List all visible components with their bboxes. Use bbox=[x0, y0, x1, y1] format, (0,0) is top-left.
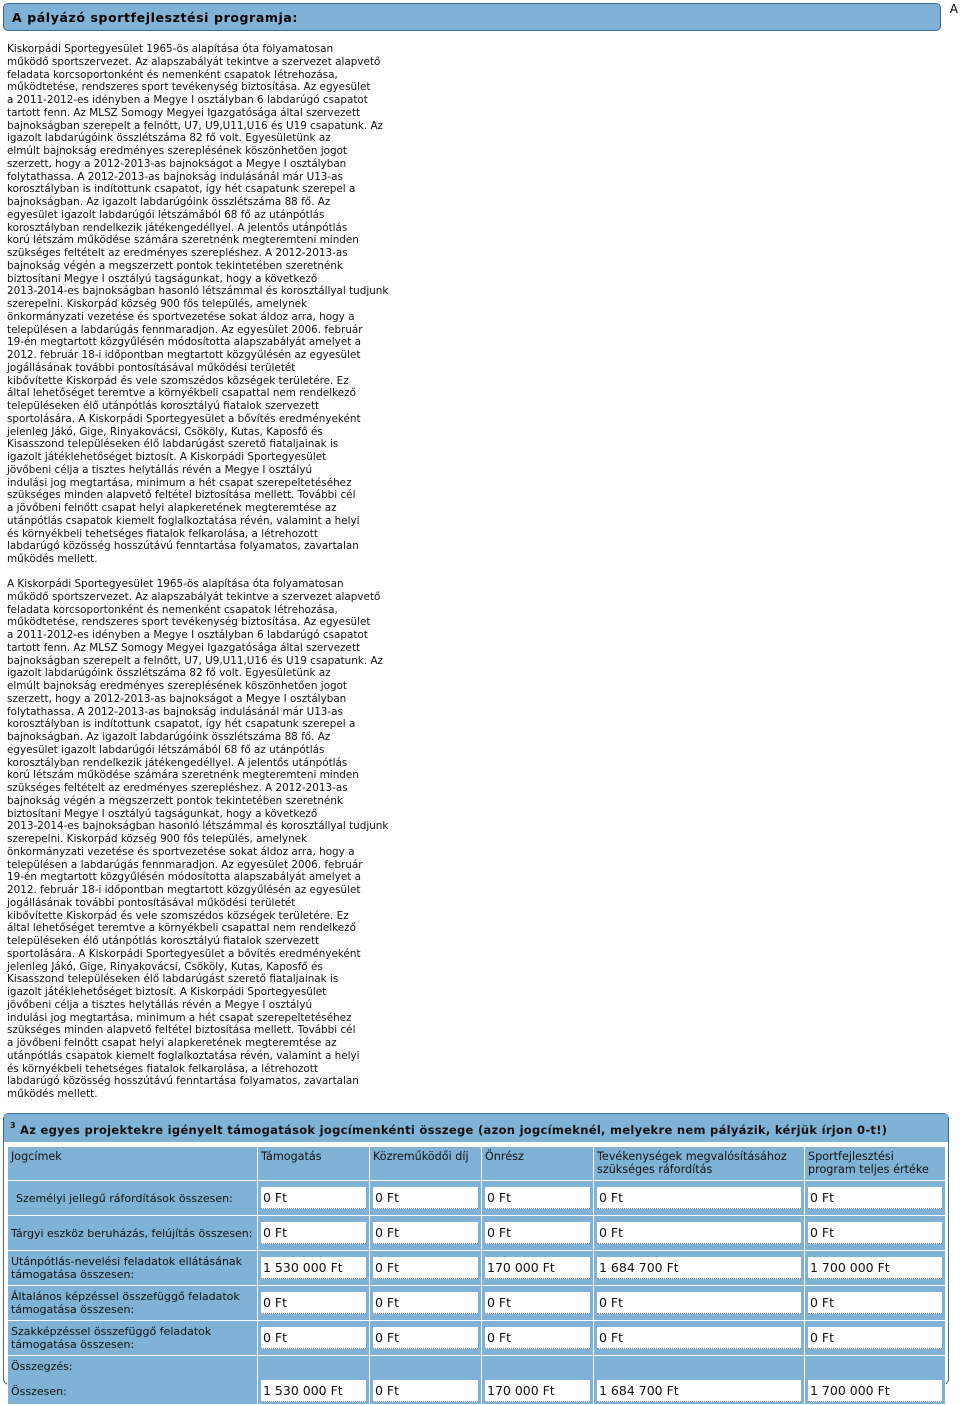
program-description-2: A Kiskorpádi Sportegyesület 1965-ös alapítása óta folyamatosan működő sportszervezet. Az alapszabályát tekintve a szervezet alapvető feladata korcsoportonként és nemenként csapatok létrehozása, működtetése, rendszeres sport tevékenység biztosítása. Az egyesület a 2011-2012-es idényben a Megye I osztályban 6 labdarúgó csapatot tartott fenn. Az MLSZ Somogy Megyei Igazgatósága által szervezett bajnokságban szerepelt a felnőtt, U7, U9,U11,U16 és U19 csapatunk. Az igazolt labdarúgóink összlétszáma 82 fő volt. Egyesületünk az elmúlt bajnokság eredményes szereplésének köszönhetően jogot szerzett, hogy a 2012-2013-as bajnokságot a Megye I osztályban folytathassa. A 2012-2013-as bajnokság indulásánál már U13-as korosztályban is indítottunk csapatot, így hét csapatunk szerepel a bajnokságban. Az igazolt labdarúgóink összlétszáma 88 fő. Az egyesület igazolt labdarúgói létszámából 68 fő az utánpótlás korosztályban rendelkezik játékengedéllyel. A jelentős utánpótlás korú létszám működése számára szeretnénk megteremteni minden szükséges feltételt az eredményes szerepléshez. A 2012-2013-as bajnokság végén a megszerzett pontok tekintetében szeretnénk biztosítani Megye I osztályú tagságunkat, hogy a következő 2013-2014-es bajnokságban hasonló létszámmal és korosztállyal tudjunk szerepelni. Kiskorpád község 900 fős település, amelynek önkormányzati vezetése és sportvezetése sokat áldoz arra, hogy a településen a labdarúgás fennmaradjon. Az egyesület 2006. február 19-én megtartott közgyűlésén módosította alapszabályát amelyet a 2012. február 18-i időpontban megtartott közgyűlésén az egyesület jogállásának további pontosításával működési területét kibővítette Kiskorpád és vele szomszédos községek területére. Ez által lehetőséget teremtve a környékbeli csapattal nem rendelkező településeken élő utánpótlás korosztályú fiatalok szervezett sportolására. A Kiskorpádi Sportegyesület a bővítés eredményeként jelenleg Jákó, Gige, Rinyakovácsi, Csököly, Kutas, Kaposfő és Kisasszond településeken élő labdarúgást szerető fiataljainak is igazolt játéklehetőséget biztosít. A Kiskorpádi Sportegyesület jövőbeni célja a tisztes helytállás révén a Megye I osztályú indulási jog megtartása, minimum a hét csapat szerepeltetéséhez szükséges minden alapvető feltétel biztosítása mellett. További cél a jövőbeni felnőtt csapat helyi alapkeretének megteremtése az utánpótlás csapatok kiemelt foglalkoztatása révén, valamint a helyi és környékbeli tehetséges fiatalok felkarolása, a létrehozott labdarúgó közösség hosszútávú fenntartása folyamatos, zavartalan működés mellett. bbox=[7, 578, 389, 1100]
row-label: Utánpótlás-nevelési feladatok ellátásának támogatása összesen: bbox=[8, 1251, 258, 1286]
amount-field[interactable]: 0 Ft bbox=[373, 1222, 478, 1244]
table-row bbox=[8, 1216, 946, 1251]
amount-field[interactable]: 0 Ft bbox=[597, 1187, 801, 1209]
amount-field[interactable]: 0 Ft bbox=[261, 1222, 366, 1244]
amount-field[interactable]: 0 Ft bbox=[373, 1257, 478, 1279]
summary-label: Összegzés: bbox=[11, 1360, 73, 1373]
amount-field[interactable]: 0 Ft bbox=[808, 1187, 942, 1209]
row-label: Szakképzéssel összefüggő feladatok támogatása összesen: bbox=[8, 1321, 258, 1356]
row-label: Személyi jellegű ráfordítások összesen: bbox=[8, 1181, 258, 1216]
total-field[interactable]: 1 684 700 Ft bbox=[597, 1380, 801, 1402]
column-header: Sportfejlesztési program teljes értéke bbox=[805, 1147, 946, 1181]
amount-field[interactable]: 170 000 Ft bbox=[485, 1257, 590, 1279]
amount-field[interactable]: 1 530 000 Ft bbox=[261, 1257, 366, 1279]
amount-field[interactable]: 1 700 000 Ft bbox=[808, 1257, 942, 1279]
amount-field[interactable]: 0 Ft bbox=[373, 1327, 478, 1349]
column-header: Tevékenységek megvalósításához szükséges ráfordítás bbox=[594, 1147, 805, 1181]
column-header: Jogcímek bbox=[8, 1147, 258, 1181]
summary-row bbox=[8, 1356, 946, 1405]
amount-field[interactable]: 0 Ft bbox=[485, 1187, 590, 1209]
amount-field[interactable]: 0 Ft bbox=[485, 1327, 590, 1349]
section-title: A pályázó sportfejlesztési programja: bbox=[12, 10, 299, 25]
table-header-row bbox=[8, 1147, 946, 1181]
column-header: Közreműködői díj bbox=[370, 1147, 482, 1181]
total-field[interactable]: 1 530 000 Ft bbox=[261, 1380, 366, 1402]
corner-mark: A bbox=[949, 2, 958, 16]
amount-field[interactable]: 0 Ft bbox=[808, 1292, 942, 1314]
program-description-1: Kiskorpádi Sportegyesület 1965-ös alapítása óta folyamatosan működő sportszervezet. Az alapszabályát tekintve a szervezet alapvető feladata korcsoportonként és nemenként csapatok létrehozása, működtetése, rendszeres sport tevékenység biztosítása. Az egyesület a 2011-2012-es idényben a Megye I osztályban 6 labdarúgó csapatot tartott fenn. Az MLSZ Somogy Megyei Igazgatósága által szervezett bajnokságban szerepelt a felnőtt, U7, U9,U11,U16 és U19 csapatunk. Az igazolt labdarúgóink összlétszáma 82 fő volt. Egyesületünk az elmúlt bajnokság eredményes szereplésének köszönhetően jogot szerzett, hogy a 2012-2013-as bajnokságot a Megye I osztályban folytathassa. A 2012-2013-as bajnokság indulásánál már U13-as korosztályban is indítottunk csapatot, így hét csapatunk szerepel a bajnokságban. Az igazolt labdarúgóink összlétszáma 88 fő. Az egyesület igazolt labdarúgói létszámából 68 fő az utánpótlás korosztályban rendelkezik játékengedéllyel. A jelentős utánpótlás korú létszám működése számára szeretnénk megteremteni minden szükséges feltételt az eredményes szerepléshez. A 2012-2013-as bajnokság végén a megszerzett pontok tekintetében szeretnénk biztosítani Megye I osztályú tagságunkat, hogy a következő 2013-2014-es bajnokságban hasonló létszámmal és korosztállyal tudjunk szerepelni. Kiskorpád község 900 fős település, amelynek önkormányzati vezetése és sportvezetése sokat áldoz arra, hogy a településen a labdarúgás fennmaradjon. Az egyesület 2006. február 19-én megtartott közgyűlésén módosította alapszabályát amelyet a 2012. február 18-i időpontban megtartott közgyűlésén az egyesület jogállásának további pontosításával működési területét kibővítette Kiskorpád és vele szomszédos községek területére. Ez által lehetőséget teremtve a környékbeli csapattal nem rendelkező településeken élő utánpótlás korosztályú fiatalok szervezett sportolására. A Kiskorpádi Sportegyesület a bővítés eredményeként jelenleg Jákó, Gige, Rinyakovácsi, Csököly, Kutas, Kaposfő és Kisasszond településeken élő labdarúgást szerető fiataljainak is igazolt játéklehetőséget biztosít. A Kiskorpádi Sportegyesület jövőbeni célja a tisztes helytállás révén a Megye I osztályú indulási jog megtartása, minimum a hét csapat szerepeltetéséhez szükséges minden alapvető feltétel biztosítása mellett. További cél a jövőbeni felnőtt csapat helyi alapkeretének megteremtése az utánpótlás csapatok kiemelt foglalkoztatása révén, valamint a helyi és környékbeli tehetséges fiatalok felkarolása, a létrehozott labdarúgó közösség hosszútávú fenntartása folyamatos, zavartalan működés mellett. bbox=[7, 43, 389, 565]
amount-field[interactable]: 0 Ft bbox=[597, 1327, 801, 1349]
funding-table-title: Az egyes projektekre igényelt támogatások jogcímenkénti összege (azon jogcímeknél, melyekre nem pályázik, kérjük írjon 0-t!) bbox=[20, 1123, 888, 1137]
amount-field[interactable]: 1 684 700 Ft bbox=[597, 1257, 801, 1279]
amount-field[interactable]: 0 Ft bbox=[261, 1187, 366, 1209]
amount-field[interactable]: 0 Ft bbox=[808, 1327, 942, 1349]
funding-table-panel bbox=[3, 1113, 949, 1398]
table-row bbox=[8, 1181, 946, 1216]
funding-table bbox=[7, 1146, 946, 1405]
table-row bbox=[8, 1286, 946, 1321]
funding-table-header bbox=[4, 1114, 948, 1142]
table-row bbox=[8, 1251, 946, 1286]
amount-field[interactable]: 0 Ft bbox=[808, 1222, 942, 1244]
amount-field[interactable]: 0 Ft bbox=[597, 1292, 801, 1314]
amount-field[interactable]: 0 Ft bbox=[485, 1222, 590, 1244]
row-label: Általános képzéssel összefüggő feladatok támogatása összesen: bbox=[8, 1286, 258, 1321]
footnote-number: 3 bbox=[10, 1121, 16, 1130]
column-header: Támogatás bbox=[258, 1147, 370, 1181]
total-label: Összesen: bbox=[11, 1385, 67, 1398]
total-field[interactable]: 1 700 000 Ft bbox=[808, 1380, 942, 1402]
amount-field[interactable]: 0 Ft bbox=[485, 1292, 590, 1314]
amount-field[interactable]: 0 Ft bbox=[597, 1222, 801, 1244]
row-label: Tárgyi eszköz beruházás, felújítás összesen: bbox=[8, 1216, 258, 1251]
amount-field[interactable]: 0 Ft bbox=[373, 1187, 478, 1209]
total-field[interactable]: 0 Ft bbox=[373, 1380, 478, 1402]
section-header-bar bbox=[3, 3, 941, 31]
amount-field[interactable]: 0 Ft bbox=[373, 1292, 478, 1314]
amount-field[interactable]: 0 Ft bbox=[261, 1327, 366, 1349]
table-row bbox=[8, 1321, 946, 1356]
amount-field[interactable]: 0 Ft bbox=[261, 1292, 366, 1314]
column-header: Önrész bbox=[482, 1147, 594, 1181]
total-field[interactable]: 170 000 Ft bbox=[485, 1380, 590, 1402]
